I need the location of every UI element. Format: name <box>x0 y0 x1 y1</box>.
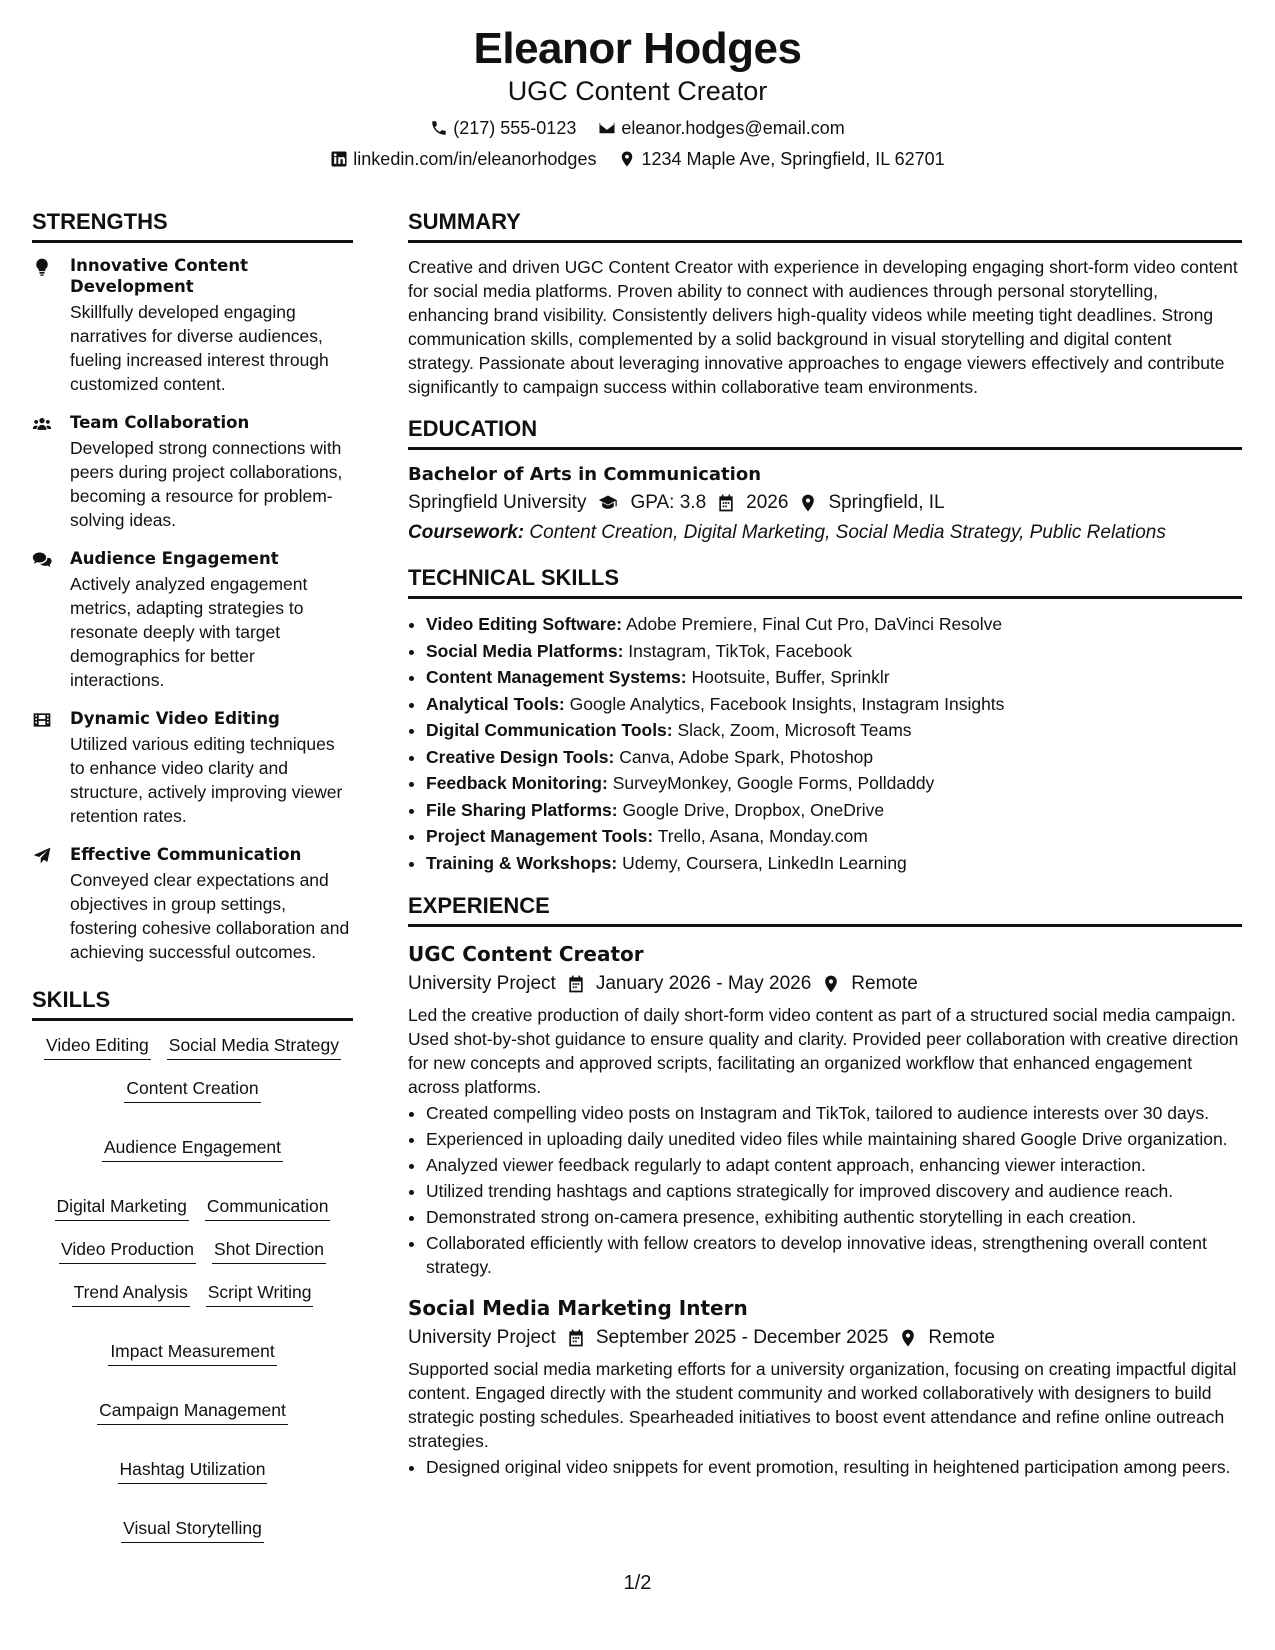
contact-email <box>598 116 844 140</box>
skill-tag: Video Editing <box>44 1033 151 1060</box>
list-item: • Utilized trending hashtags and captions strategically for improved discovery and audience reach. <box>426 1179 1242 1203</box>
list-item <box>426 744 1242 771</box>
job-bullets <box>408 1455 1242 1479</box>
phone-text: (217) 555-0123 <box>453 118 577 138</box>
school-name: Springfield University <box>408 492 587 513</box>
skill-tag: Digital Marketing <box>55 1194 189 1221</box>
job-bullets <box>408 1101 1242 1279</box>
tech-value: Udemy, Coursera, LinkedIn Learning <box>622 852 907 873</box>
skills-list <box>32 1033 353 1543</box>
right-column <box>408 208 1242 1543</box>
list-item <box>426 797 1242 824</box>
skill-tag: Video Production <box>59 1237 196 1264</box>
job-entry <box>408 1293 1242 1479</box>
job-dates: January 2026 - May 2026 <box>595 973 812 994</box>
skill-tag: Trend Analysis <box>72 1280 190 1307</box>
strength-desc: Developed strong connections with peers during project collaborations, becoming a resource for problem-solving ideas. <box>70 438 343 530</box>
paper-plane-icon <box>32 846 52 866</box>
map-pin-icon <box>798 493 818 513</box>
resume-header <box>0 0 1275 171</box>
coursework-list: Content Creation, Digital Marketing, Social Media Strategy, Public Relations <box>529 522 1166 543</box>
list-item <box>426 770 1242 797</box>
skill-tag: Communication <box>205 1194 331 1221</box>
contact-address <box>618 147 944 171</box>
school-location: Springfield, IL <box>828 492 945 513</box>
envelope-icon <box>598 119 616 137</box>
tech-label: Creative Design Tools: <box>426 746 615 767</box>
tech-value: Adobe Premiere, Final Cut Pro, DaVinci Resolve <box>626 614 1003 634</box>
job-title: Social Media Marketing Intern <box>408 1296 748 1320</box>
skill-tag: Shot Direction <box>212 1237 326 1264</box>
strength-item <box>32 708 353 828</box>
lightbulb-icon <box>32 257 52 277</box>
strength-title: Innovative Content Development <box>70 256 248 296</box>
list-item: • Demonstrated strong on-camera presence, exhibiting authentic storytelling in each creation. <box>426 1205 1242 1229</box>
job-org: University Project <box>408 1327 556 1348</box>
job-location: Remote <box>928 1327 995 1348</box>
resume-body <box>32 208 1243 1543</box>
tech-value: Google Drive, Dropbox, OneDrive <box>622 799 885 820</box>
contact-row-2 <box>0 147 1275 171</box>
comments-icon <box>32 550 52 570</box>
education-heading: EDUCATION <box>408 415 1242 450</box>
tech-label: Project Management Tools: <box>426 826 654 846</box>
job-description: Supported social media marketing efforts for a university organization, focusing on creating impactful digital content. Engaged directly with the student community and worked collaboratively with designers to build strategic posting schedules. Spearheaded initiatives to boost event attendance and refine online outreach strategies. <box>408 1359 1237 1451</box>
left-column <box>32 208 353 1543</box>
strength-desc: Utilized various editing techniques to enhance video clarity and structure, actively improving viewer retention rates. <box>70 734 343 826</box>
strength-item <box>32 412 353 532</box>
strengths-heading: STRENGTHS <box>32 208 353 243</box>
technical-skills-list <box>408 611 1242 876</box>
tech-label: Social Media Platforms: <box>426 640 624 661</box>
list-item <box>426 691 1242 718</box>
candidate-title: UGC Content Creator <box>507 76 768 106</box>
strength-item <box>32 548 353 692</box>
list-item <box>426 717 1242 744</box>
tech-value: SurveyMonkey, Google Forms, Polldaddy <box>612 773 935 793</box>
strength-title: Team Collaboration <box>70 413 250 432</box>
calendar-icon <box>716 493 736 513</box>
contact-phone <box>430 116 576 140</box>
skill-tag: Script Writing <box>206 1280 314 1307</box>
experience-heading: EXPERIENCE <box>408 892 1242 927</box>
job-location: Remote <box>851 973 918 994</box>
job-dates: September 2025 - December 2025 <box>595 1327 889 1348</box>
list-item: • Created compelling video posts on Instagram and TikTok, tailored to audience interests over 30 days. <box>426 1101 1242 1125</box>
strength-desc: Actively analyzed engagement metrics, adapting strategies to resonate deeply with target demographics for better interactions. <box>70 574 308 690</box>
job-meta <box>408 1323 1242 1353</box>
tech-label: Video Editing Software: <box>426 614 623 634</box>
tech-label: File Sharing Platforms: <box>426 799 618 820</box>
tech-value: Hootsuite, Buffer, Sprinklr <box>691 667 890 687</box>
education-meta <box>408 488 1242 518</box>
strength-title: Effective Communication <box>70 845 302 864</box>
technical-skills-heading: TECHNICAL SKILLS <box>408 564 1242 599</box>
skill-tag: Impact Measurement <box>108 1339 276 1366</box>
skill-tag: Audience Engagement <box>102 1135 283 1162</box>
coursework-label: Coursework: <box>408 522 525 543</box>
skill-tag: Visual Storytelling <box>121 1516 264 1543</box>
tech-value: Canva, Adobe Spark, Photoshop <box>619 746 874 767</box>
contact-row-1 <box>0 116 1275 140</box>
list-item <box>426 664 1242 691</box>
linkedin-icon <box>330 150 348 168</box>
gpa-text: GPA: 3.8 <box>630 492 707 513</box>
tech-label: Analytical Tools: <box>426 693 565 714</box>
tech-label: Content Management Systems: <box>426 667 687 687</box>
candidate-name: Eleanor Hodges <box>473 24 802 73</box>
strength-item <box>32 844 353 964</box>
list-item <box>426 823 1242 850</box>
film-icon <box>32 710 52 730</box>
page-number: 1/2 <box>623 1572 652 1594</box>
strength-title: Audience Engagement <box>70 549 279 568</box>
summary-text: Creative and driven UGC Content Creator with experience in developing engaging short-form video content for social media platforms. Proven ability to connect with audiences through personal storytelling, enhancing brand visibility. Consistently delivers high-quality videos while meeting tight deadlines. Strong communication skills, complemented by a solid background in visual storytelling and digital content strategy. Passionate about leveraging innovative approaches to engage viewers effectively and contribute significantly to campaign success within collaborative team environments. <box>408 257 1238 397</box>
map-pin-icon <box>898 1328 918 1348</box>
strength-desc: Conveyed clear expectations and objectives in group settings, fostering cohesive collaboration and achieving successful outcomes. <box>70 870 350 962</box>
users-icon <box>32 414 52 434</box>
skill-tag: Content Creation <box>124 1076 260 1103</box>
job-entry <box>408 939 1242 1279</box>
phone-icon <box>430 119 448 137</box>
tech-value: Instagram, TikTok, Facebook <box>628 640 853 661</box>
grad-year: 2026 <box>746 492 789 513</box>
linkedin-text: linkedin.com/in/eleanorhodges <box>353 149 597 169</box>
address-text: 1234 Maple Ave, Springfield, IL 62701 <box>641 149 945 169</box>
list-item: • Collaborated efficiently with fellow creators to develop innovative ideas, strengthening overall content strategy. <box>426 1231 1242 1279</box>
strength-item <box>32 255 353 396</box>
graduation-cap-icon <box>596 493 620 513</box>
strength-desc: Skillfully developed engaging narratives for diverse audiences, fueling increased interest through customized content. <box>70 302 329 394</box>
calendar-icon <box>566 974 586 994</box>
list-item <box>426 850 1242 877</box>
tech-label: Training & Workshops: <box>426 852 618 873</box>
skills-heading: SKILLS <box>32 986 353 1021</box>
tech-value: Trello, Asana, Monday.com <box>657 826 868 846</box>
tech-value: Slack, Zoom, Microsoft Teams <box>677 720 912 740</box>
map-pin-icon <box>618 150 636 168</box>
job-meta <box>408 969 1242 999</box>
summary-heading: SUMMARY <box>408 208 1242 243</box>
skill-tag: Social Media Strategy <box>167 1033 341 1060</box>
email-text: eleanor.hodges@email.com <box>621 118 845 138</box>
map-pin-icon <box>821 974 841 994</box>
list-item: • Analyzed viewer feedback regularly to adapt content approach, enhancing viewer interaction. <box>426 1153 1242 1177</box>
tech-label: Feedback Monitoring: <box>426 773 608 793</box>
skill-tag: Hashtag Utilization <box>118 1457 268 1484</box>
job-org: University Project <box>408 973 556 994</box>
contact-linkedin <box>330 147 596 171</box>
job-title: UGC Content Creator <box>408 942 644 966</box>
degree-title: Bachelor of Arts in Communication <box>408 464 762 485</box>
calendar-icon <box>566 1328 586 1348</box>
tech-value: Google Analytics, Facebook Insights, Instagram Insights <box>569 693 1005 714</box>
list-item: • Designed original video snippets for event promotion, resulting in heightened participation among peers. <box>426 1455 1242 1479</box>
list-item: • Experienced in uploading daily unedited video files while maintaining shared Google Drive organization. <box>426 1127 1242 1151</box>
skill-tag: Campaign Management <box>97 1398 288 1425</box>
list-item <box>426 638 1242 665</box>
list-item <box>426 611 1242 638</box>
tech-label: Digital Communication Tools: <box>426 720 673 740</box>
job-description: Led the creative production of daily short-form video content as part of a structured social media campaign. Used shot-by-shot guidance to ensure quality and clarity. Provided peer collaboration with creative direction for new concepts and approved scripts, facilitating an organized workflow that enhanced engagement across platforms. <box>408 1005 1239 1097</box>
coursework <box>408 518 1242 548</box>
strength-title: Dynamic Video Editing <box>70 709 280 728</box>
